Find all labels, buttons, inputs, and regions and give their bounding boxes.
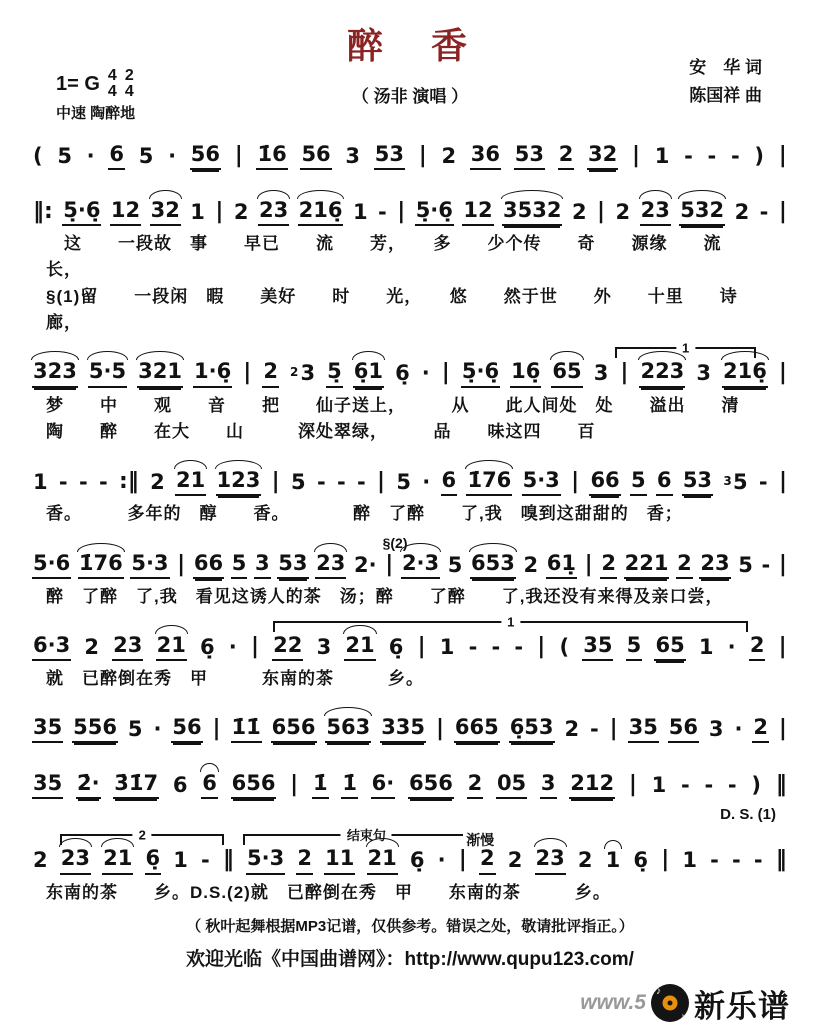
tempo-marking: 中速 陶醉地 bbox=[56, 105, 136, 122]
note-token: 2·3 bbox=[401, 552, 440, 579]
note-token: · bbox=[437, 848, 446, 873]
note-token: 5·6 bbox=[32, 552, 71, 579]
lyrics-line: 香。 多年的 醇 香。 醉 了醉 了,我 嗅到这甜甜的 香； bbox=[46, 504, 683, 524]
note-token: 6 bbox=[441, 469, 458, 496]
dal-segno-label: D. S. (1) bbox=[720, 806, 776, 824]
note-token: 3532 bbox=[502, 199, 562, 226]
note-token: 3 bbox=[708, 717, 724, 742]
note-token: 35 bbox=[32, 772, 63, 799]
note-token: 56 bbox=[190, 143, 221, 170]
note-token: 6 bbox=[656, 469, 673, 496]
note-token: 66 bbox=[193, 552, 224, 579]
lyrics-line: 就 已醉倒在秀 甲 东南的茶 乡。 bbox=[46, 669, 424, 689]
note-token: 656 bbox=[271, 716, 317, 743]
note-token: - bbox=[468, 634, 478, 659]
note-token: - bbox=[316, 470, 326, 495]
note-token: 5 bbox=[626, 634, 643, 661]
note-token: - bbox=[378, 200, 387, 225]
grace-note: 2 bbox=[290, 365, 299, 380]
note-token: 6̣ bbox=[395, 361, 410, 386]
note-token: 5·3 bbox=[130, 552, 169, 579]
note-token: 5 bbox=[127, 717, 143, 742]
note-token: 1 bbox=[654, 144, 670, 168]
note-token: 5 bbox=[231, 552, 248, 579]
note-token: 2 bbox=[752, 716, 769, 743]
note-token: ( bbox=[33, 144, 43, 168]
note-token: 35 bbox=[32, 716, 63, 743]
note-token: 5 bbox=[396, 470, 411, 495]
note-token: - bbox=[730, 144, 740, 168]
barline: | bbox=[271, 469, 280, 495]
key-label: 1= G bbox=[56, 72, 100, 95]
note-token: 23 bbox=[60, 847, 91, 874]
note-token: 23 bbox=[258, 199, 289, 226]
barline: | bbox=[778, 469, 787, 495]
note-token: 2 bbox=[150, 470, 165, 495]
lyrics-line: 这 一段故 事 早已 流 芳， 多 少个传 奇 源缘 流 长， bbox=[46, 234, 758, 280]
note-token: 2 bbox=[734, 200, 750, 225]
note-token: 23 bbox=[315, 552, 346, 579]
barline: ‖: bbox=[33, 199, 53, 224]
note-token: 1̇1̇ bbox=[231, 716, 262, 743]
note-token: 323 bbox=[32, 360, 78, 387]
barline: | bbox=[537, 633, 546, 659]
note-token: 1 bbox=[190, 200, 205, 225]
note-token: 2 bbox=[749, 634, 766, 661]
note-token: 2 bbox=[33, 848, 48, 873]
barline: | bbox=[250, 633, 259, 659]
barline: | bbox=[778, 199, 787, 224]
barline: | bbox=[458, 847, 467, 873]
music-system bbox=[30, 534, 790, 610]
note-token: 2 bbox=[233, 200, 249, 225]
note-token: 5 bbox=[630, 469, 647, 496]
note-token: - bbox=[680, 773, 690, 798]
note-token: 656 bbox=[231, 772, 277, 799]
note-token: 2 bbox=[479, 847, 496, 874]
note-token: 1̇76 bbox=[78, 552, 124, 579]
note-token: 2 bbox=[467, 772, 484, 799]
note-token: 21 bbox=[156, 634, 187, 661]
note-token: - bbox=[759, 200, 769, 225]
note-token: 5̣·6̣ bbox=[415, 199, 454, 226]
note-token: 5 bbox=[138, 144, 154, 168]
barline: ‖ bbox=[775, 847, 787, 873]
note-token: 65 bbox=[551, 360, 582, 387]
notes-row bbox=[30, 128, 790, 175]
note-token: - bbox=[727, 773, 737, 798]
note-token: - bbox=[336, 470, 346, 495]
note-token: 23 bbox=[640, 199, 671, 226]
note-token: 6̣53 bbox=[509, 716, 555, 743]
note-token: 2 bbox=[84, 634, 99, 659]
notes-row bbox=[30, 184, 790, 231]
barline: | bbox=[243, 360, 252, 386]
time-signature: 4 4 bbox=[107, 67, 117, 100]
note-token: 2 bbox=[577, 848, 593, 873]
note-token: - bbox=[514, 634, 524, 659]
note-token: 223 bbox=[639, 360, 685, 387]
note-token: - bbox=[732, 848, 741, 873]
note-token: - bbox=[491, 634, 501, 659]
music-system bbox=[30, 701, 790, 748]
note-token: 6·3 bbox=[32, 634, 71, 661]
barline: | bbox=[376, 469, 386, 495]
note-token: 21 bbox=[344, 634, 375, 661]
note-token: 5̣ bbox=[326, 360, 343, 387]
composer-credit: 陈国祥 曲 bbox=[689, 86, 762, 106]
note-token: 21 bbox=[102, 847, 133, 874]
note-token: - bbox=[201, 848, 210, 873]
note-token: · bbox=[727, 634, 736, 659]
lyrics-line: 东南的茶 乡。D.S.(2)就 已醉倒在秀 甲 东南的茶 乡。 bbox=[46, 882, 611, 902]
note-token: 66 bbox=[589, 469, 620, 496]
note-token: 212 bbox=[569, 772, 615, 799]
note-token: 216̣ bbox=[722, 360, 768, 387]
note-token: 12 bbox=[110, 199, 141, 226]
note-token: ( bbox=[559, 634, 570, 659]
barline: | bbox=[778, 142, 787, 168]
note-token: 6̣ bbox=[388, 634, 404, 659]
note-token: 5̣·6̣ bbox=[62, 199, 101, 226]
note-token: 2 bbox=[523, 552, 539, 577]
barline: | bbox=[584, 551, 593, 577]
note-token: - bbox=[58, 470, 68, 495]
barline: | bbox=[661, 847, 670, 873]
note-token: 6 bbox=[108, 143, 125, 170]
score-annotation: 渐慢 bbox=[463, 830, 497, 850]
note-token: 3 bbox=[345, 144, 361, 168]
note-token: 65 bbox=[654, 634, 685, 661]
note-token: 1 bbox=[605, 849, 622, 874]
lyrics-line: 醉 了醉 了,我 看见这诱人的茶 汤；醉 了醉 了,我还没有来得及亲口尝， bbox=[46, 586, 724, 606]
barline: ‖ bbox=[222, 847, 234, 873]
time-signature: 2 4 bbox=[124, 67, 134, 100]
note-token: ) bbox=[751, 773, 761, 798]
note-token: 2 bbox=[262, 360, 279, 387]
barline: | bbox=[234, 142, 243, 168]
barline: ‖ bbox=[775, 772, 787, 798]
note-token: - bbox=[356, 470, 366, 495]
site-link[interactable]: 欢迎光临《中国曲谱网》：http://www.qupu123.com/ bbox=[186, 948, 634, 970]
barline: | bbox=[435, 716, 444, 742]
note-token: 1̇ bbox=[341, 772, 358, 799]
note-token: 665 bbox=[454, 716, 500, 743]
barline: | bbox=[212, 716, 221, 742]
barline: | bbox=[632, 142, 641, 168]
note-token: 32 bbox=[587, 143, 618, 170]
note-token: 35 bbox=[582, 634, 613, 661]
note-token: 2 bbox=[600, 552, 617, 579]
vinyl-record-icon: ♪ ♪ bbox=[651, 984, 689, 1022]
note-token: · bbox=[421, 361, 430, 386]
note-token: 5·3 bbox=[246, 847, 285, 874]
note-token: - bbox=[758, 470, 768, 495]
note-token: - bbox=[98, 470, 108, 495]
barline: | bbox=[597, 199, 606, 224]
note-token: 6̣ bbox=[199, 634, 215, 659]
note-token: 653 bbox=[470, 552, 516, 579]
note-token: · bbox=[228, 634, 237, 659]
music-system bbox=[30, 614, 790, 692]
note-token: 3 bbox=[696, 361, 711, 386]
note-token: 32 bbox=[150, 199, 181, 226]
note-token: 1 bbox=[698, 634, 714, 659]
note-token: · bbox=[422, 470, 431, 495]
note-token: 5·3 bbox=[522, 469, 561, 496]
notes-row bbox=[30, 454, 790, 501]
note-token: · bbox=[734, 717, 743, 742]
barline: | bbox=[778, 716, 787, 742]
note-token: 1̇ bbox=[312, 772, 329, 799]
note-token: 36 bbox=[470, 143, 501, 170]
note-token: 1 bbox=[352, 200, 368, 225]
note-token: 6 bbox=[172, 773, 188, 798]
note-token: 123 bbox=[216, 469, 262, 496]
performer-subtitle: （ 汤非 演唱 ） bbox=[351, 87, 469, 106]
lyrics-line: 陶 醉 在大 山 深处翠绿， 品 味这四 百 bbox=[46, 421, 596, 441]
note-token: 5 bbox=[447, 552, 463, 577]
notes-row bbox=[30, 757, 790, 804]
barline: | bbox=[628, 772, 637, 798]
note-token: 335 bbox=[380, 716, 426, 743]
music-system bbox=[30, 454, 790, 527]
note-token: 53 bbox=[514, 143, 545, 170]
note-token: 563 bbox=[325, 716, 371, 743]
lyricist-credit: 安 华 词 bbox=[689, 58, 762, 77]
note-token: 5 bbox=[738, 552, 753, 577]
barline: | bbox=[215, 199, 224, 224]
watermark bbox=[30, 981, 790, 1026]
note-token: 5 bbox=[291, 470, 306, 495]
music-system bbox=[30, 757, 790, 823]
note-token: - bbox=[78, 470, 88, 495]
volta-label: 1 bbox=[676, 341, 695, 356]
note-token: 532 bbox=[679, 199, 725, 226]
barline: | bbox=[290, 772, 299, 798]
note-token: 3 bbox=[540, 772, 557, 799]
barline: | bbox=[571, 469, 580, 495]
note-token: 656 bbox=[408, 772, 454, 799]
lyrics-line: 梦 中 观 音 把 仙子送上， 从 此人间处 处 溢出 清 bbox=[46, 395, 740, 415]
note-token: 1 bbox=[651, 773, 667, 798]
barline: | bbox=[385, 551, 394, 577]
note-token: 53 bbox=[374, 143, 405, 170]
note-token: 53 bbox=[682, 469, 713, 496]
note-token: 1·6̣ bbox=[193, 360, 232, 387]
note-token: - bbox=[761, 552, 771, 577]
score bbox=[30, 128, 790, 906]
barline: | bbox=[177, 551, 186, 577]
barline: | bbox=[441, 360, 450, 386]
note-token: 2 bbox=[507, 848, 523, 873]
note-token: 56 bbox=[668, 716, 699, 743]
note-token: 221 bbox=[624, 552, 670, 579]
score-annotation: §(2) bbox=[380, 535, 411, 551]
note-token: 6· bbox=[371, 772, 396, 799]
note-token: 21 bbox=[175, 469, 206, 496]
barline: | bbox=[778, 551, 787, 577]
watermark-url-fragment: www.5 bbox=[580, 991, 646, 1015]
note-token: 216̣ bbox=[298, 199, 344, 226]
header bbox=[30, 10, 790, 128]
note-token: 2 bbox=[441, 144, 457, 168]
note-token: 6 bbox=[201, 772, 218, 799]
note-token: 2 bbox=[676, 552, 693, 579]
note-token: 2 bbox=[296, 847, 313, 874]
barline: | bbox=[417, 633, 426, 659]
volta-label: 1 bbox=[501, 614, 520, 629]
note-token: 23 bbox=[699, 552, 730, 579]
lyrics-line: §(1)留 一段闲 暇 美好 时 光， 悠 然于世 外 十里 诗 廊， bbox=[46, 286, 774, 333]
note-token: 1̇76 bbox=[466, 469, 512, 496]
note-token: 56 bbox=[300, 143, 331, 170]
note-token: 2̇· bbox=[76, 772, 101, 799]
note-token: 3̇1̇7 bbox=[113, 772, 159, 799]
note-token: 1 bbox=[682, 848, 697, 873]
note-token: 61̣ bbox=[546, 552, 577, 579]
note-token: 5 bbox=[57, 144, 72, 168]
barline: | bbox=[778, 360, 787, 386]
note-token: 1 bbox=[439, 634, 455, 659]
note-token: 2· bbox=[354, 552, 377, 577]
note-token: 321 bbox=[137, 360, 183, 387]
note-token: 2 bbox=[564, 717, 580, 742]
note-token: · bbox=[153, 717, 162, 742]
notes-row bbox=[30, 701, 790, 748]
note-token: 5 bbox=[733, 470, 748, 495]
note-token: - bbox=[590, 717, 599, 742]
music-system bbox=[30, 128, 790, 175]
note-token: 3 bbox=[300, 361, 316, 386]
grace-note: 3 bbox=[723, 474, 732, 489]
note-token: · bbox=[86, 144, 95, 168]
note-token: 21 bbox=[367, 847, 398, 874]
note-token: 5̣·6̣ bbox=[461, 360, 500, 387]
note-token: 6̣ bbox=[145, 847, 162, 874]
music-system bbox=[30, 827, 790, 905]
notes-row bbox=[30, 537, 790, 584]
note-token: 23 bbox=[112, 634, 143, 661]
note-token: 35 bbox=[628, 716, 659, 743]
note-token: 3 bbox=[316, 634, 332, 659]
barline: | bbox=[418, 142, 427, 168]
note-token: 16̣ bbox=[510, 360, 541, 387]
note-token: 6̣ bbox=[633, 848, 649, 873]
note-token: 2 bbox=[558, 143, 575, 170]
note-token: 6̣ bbox=[409, 848, 425, 873]
note-token: - bbox=[710, 848, 719, 873]
barline: | bbox=[609, 716, 618, 742]
note-token: 1 bbox=[33, 470, 48, 495]
note-token: 1 bbox=[173, 848, 188, 873]
music-system bbox=[30, 184, 790, 336]
note-token: 556 bbox=[72, 716, 118, 743]
note-token: - bbox=[707, 144, 717, 168]
note-token: - bbox=[684, 144, 693, 168]
note-token: 2 bbox=[571, 200, 587, 225]
volta-label: 结束句 bbox=[341, 825, 392, 844]
song-title: 醉 香 bbox=[346, 25, 473, 66]
music-system bbox=[30, 340, 790, 445]
note-token: 11 bbox=[324, 847, 355, 874]
barline: :‖ bbox=[118, 469, 139, 495]
barline: | bbox=[620, 360, 629, 386]
note-token: 5·5 bbox=[88, 360, 127, 387]
watermark-brand: 新乐谱 bbox=[694, 988, 790, 1024]
volta-label: 2 bbox=[133, 828, 152, 843]
note-token: 12 bbox=[462, 199, 493, 226]
barline: | bbox=[397, 199, 406, 224]
note-token: 23 bbox=[535, 847, 566, 874]
note-token: - bbox=[704, 773, 714, 798]
note-token: 3 bbox=[254, 552, 271, 579]
note-token: 1̇6 bbox=[256, 143, 287, 170]
note-token: 53 bbox=[277, 552, 308, 579]
note-token: 56 bbox=[171, 716, 202, 743]
note-token: 05 bbox=[496, 772, 527, 799]
barline: | bbox=[778, 633, 787, 659]
notes-row bbox=[30, 345, 790, 392]
note-token: · bbox=[168, 144, 177, 168]
note-token: 3 bbox=[593, 361, 609, 386]
note-token: ) bbox=[754, 144, 765, 168]
note-token: 6̣1 bbox=[353, 360, 384, 387]
note-token: 22 bbox=[272, 634, 303, 661]
transcriber-note: （ 秋叶起舞根据MP3记谱，仅供参考。错误之处，敬请批评指正。） bbox=[186, 917, 634, 935]
note-token: 2 bbox=[615, 200, 631, 225]
note-token: - bbox=[753, 848, 763, 873]
